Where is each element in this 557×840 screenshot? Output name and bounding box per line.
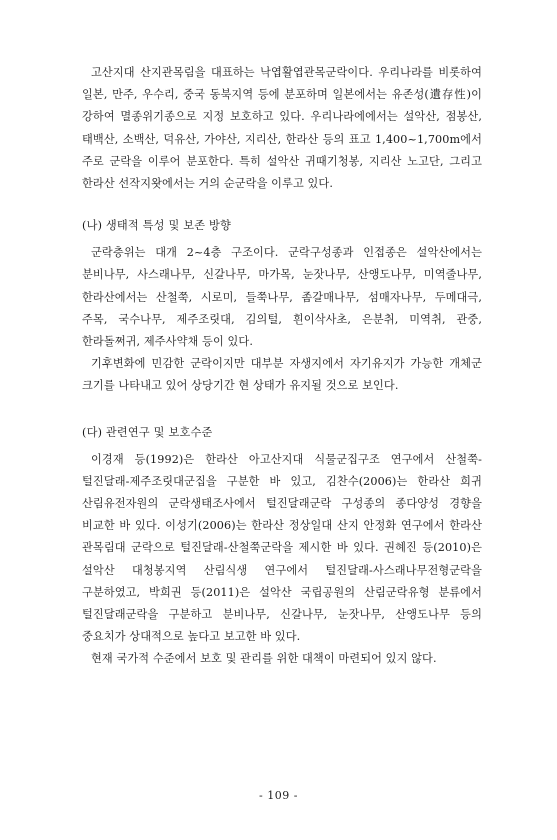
page-content <box>82 62 482 671</box>
ecology-paragraph: 군락층위는 대개 2~4층 구조이다. 군락구성종과 인접종은 설악산에서는 분비나무, 사스래나무, 신갈나무, 마가목, 눈잣나무, 산앵도나무, 미역줄나무, 한라산에서는 산철쭉, 시로미, 들쭉나무, 좀갈매나무, 섬매자나무, 두메대극, 주목, 국수나무, 제주조릿대, 김의털, 흰이삭사초, 은분취, 미역취, 관중, 한라돌쩌귀, 제주사약채 등이 있다. <box>82 246 482 349</box>
section-spacer <box>82 195 482 215</box>
intro-paragraph: 고산지대 산지관목림을 대표하는 낙엽활엽관목군락이다. 우리나라를 비롯하여 일본, 만주, 우수리, 중국 동북지역 등에 분포하며 일본에서는 유존성(遺存性)이 강하여 멸종위기종으로 지정 보호하고 있다. 우리나라에에서는 설악산, 점봉산, 태백산, 소백산, 덕유산, 가야산, 지리산, 한라산 등의 표고 1,400~1,700m에서 주로 군락을 이루어 분포한다. 특히 설악산 귀때기청봉, 지리산 노고단, 그리고 한라산 선작지왓에서는 거의 순군락을 이루고 있다. <box>82 66 482 191</box>
climate-paragraph: 기후변화에 민감한 군락이지만 대부분 자생지에서 자기유지가 가능한 개체군 크기를 나타내고 있어 상당기간 현 상태가 유지될 것으로 보인다. <box>82 357 482 393</box>
research-paragraph: 이경재 등(1992)은 한라산 아고산지대 식물군집구조 연구에서 산철쭉-털진달래-제주조릿대군집을 구분한 바 있고, 김찬수(2006)는 한라산 희귀 산림유전자원의 군락생태조사에서 털진달래군락 구성종의 종다양성 경향을 비교한 바 있다. 이성기(2006)는 한라산 정상일대 산지 안정화 연구에서 한라산 관목림대 군락으로 털진달래-산철쭉군락을 제시한 바 있다. 권혜진 등(2010)은 설악산 대청봉지역 산림식생 연구에서 털진달래-사스래나무전형군락을 구분하였고, 박희권 등(2011)은 설악산 국립공원의 산림군락유형 분류에서 털진달래군락을 구분하고 분비나무, 신갈나무, 눈잣나무, 산앵도나무 등의 중요치가 상대적으로 높다고 보고한 바 있다. <box>82 452 482 644</box>
section-heading-da: (다) 관련연구 및 보호수준 <box>82 425 213 439</box>
section-spacer <box>82 398 482 422</box>
page-number: - 109 - <box>259 789 298 802</box>
section-heading-na: (나) 생태적 특성 및 보존 방향 <box>82 219 231 233</box>
protection-paragraph: 현재 국가적 수준에서 보호 및 관리를 위한 대책이 마련되어 있지 않다. <box>91 652 437 666</box>
